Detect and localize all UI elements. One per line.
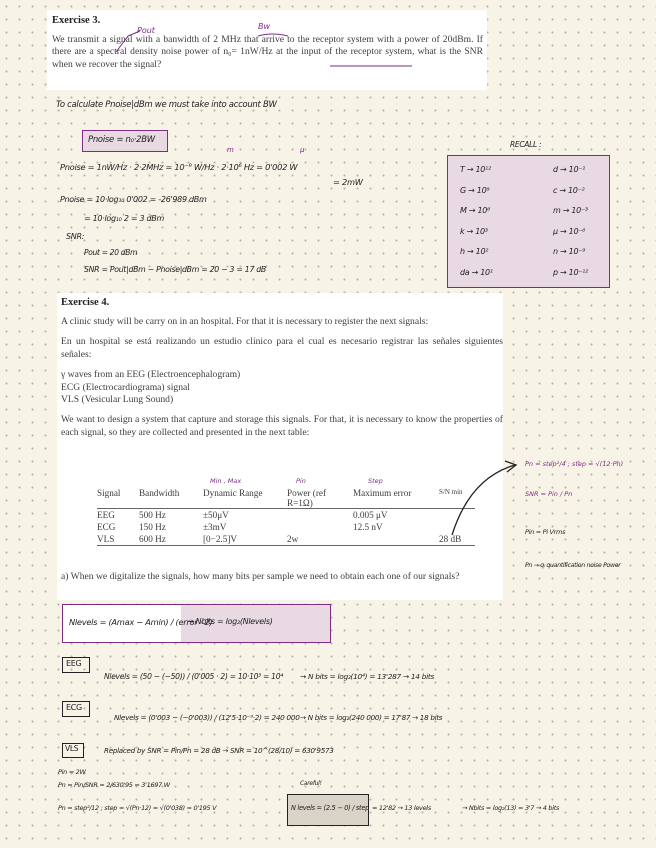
annot-pout: Pout (137, 26, 155, 35)
snr-label: SNR: (66, 232, 85, 241)
table-cell: 12.5 nV (353, 522, 383, 532)
eeg-bits: → N bits = log₂(10⁴) = 13'287 → 14 bits (300, 672, 435, 681)
vls-careful: Careful! (300, 780, 322, 787)
side-formula-snr: SNR = Pin / Pn (525, 490, 573, 498)
annot-mu: μ (300, 146, 305, 154)
pout-value: Pout = 20 dBm (84, 248, 138, 257)
vls-equation: Replaced by SNR = Pin/Pn = 28 dB → SNR = 10^(28/10) = 630'9573 (104, 746, 334, 755)
annot-minmax: Min , Max (210, 477, 242, 485)
eeg-tag-label: EEG (66, 659, 82, 668)
ecg-tag (62, 701, 90, 717)
recall-left-item: h → 10² (460, 247, 489, 256)
eeg-tag (62, 657, 90, 673)
vls-bits: → Nbits = log₂(13) = 3'7 → 4 bits (462, 804, 560, 812)
question-a: a) When we digitalize the signals, how many bits per sample we need to obtain each one of our signals? (61, 571, 460, 582)
table-cell: VLS (97, 534, 115, 544)
table-cell: ±3mV (203, 522, 227, 532)
pnoise-eq-1: Pnoise = 1nW/Hz · 2·2MHz = 10⁻⁹ W/Hz · 2·10⁶ Hz = 0'002 W (60, 162, 298, 172)
vls-tag-label: VLS (65, 744, 79, 753)
recall-right-item: p → 10⁻¹² (553, 267, 588, 277)
signal-list-item: VLS (Vesicular Lung Sound) (61, 394, 174, 406)
table-cell: ±50μV (203, 510, 229, 520)
col-header: S/N min (439, 488, 463, 496)
table-cell: 600 Hz (139, 534, 166, 544)
vls-levels-box (287, 794, 369, 826)
annot-m: m (227, 146, 234, 154)
col-header: Bandwidth (139, 488, 180, 498)
side-formula-pn: Pn = step²/4 ; step = √(12·Pn) (525, 460, 624, 468)
nlevels-formula: Nlevels = (Amax − Amin) / (error · 2) (69, 617, 213, 627)
vls-tag (62, 743, 84, 758)
pnoise-formula: Pnoise = n₀·2BW (88, 135, 155, 145)
table-cell: [0−2.5]V (203, 534, 238, 544)
vls-levels-formula: N levels = (2.5 − 0) / step (291, 804, 369, 812)
recall-left-item: T → 10¹² (460, 165, 491, 174)
snr-equation: SNR = Pout|dBm − Pnoise|dBm = 20 − 3 = 17 dB (84, 265, 266, 274)
ecg-equation: Nlevels = (0'003 − (−0'003)) / (12'5·10⁻⁹·2) = 240 000 (114, 713, 300, 722)
table-cell: ECG (97, 522, 116, 532)
recall-left-item: M → 10⁶ (460, 206, 490, 215)
signal-list-item: γ waves from an EEG (Electroencephalogram) (61, 369, 241, 381)
exercise-4-p1: A clinic study will be carry on in an hospital. For that it is necessary to register the next signals: (61, 316, 429, 327)
exercise-3-text: We transmit a signal with a banwidth of 2 MHz that arrive to the receptor system with a power of 20dBm. If there are a spectral density noise power of n₀= 1nW/Hz at the input of the receptor system, what is the SNR when we recover the signal? (52, 34, 483, 70)
recall-right-item: n → 10⁻⁹ (553, 247, 586, 256)
eeg-equation: Nlevels = (50 − (−50)) / (0'005 · 2) = 10·10³ = 10⁴ (104, 672, 283, 681)
signal-list-item: ECG (Electrocardiograma) signal (61, 381, 190, 393)
nlevels-formula-box (62, 604, 331, 643)
recall-right-item: μ → 10⁻⁶ (553, 226, 586, 236)
col-header: Power (ref R=1Ω) (287, 488, 327, 508)
exercise-4-p3: We want to design a system that capture and storage this signals. For that, it is necessary to know the properties of each signal, so they are collected and presented in the next table: (61, 414, 503, 438)
recall-left-item: k → 10³ (460, 226, 488, 236)
exercise-4-p2: En un hospital se está realizando un estudio clínico para el cual es necesario registrar las señales siguientes señales: (61, 336, 503, 360)
table-cell: 28 dB (439, 534, 462, 544)
vls-step: Pn = step²/12 ; step = √(Pn·12) = √(0'038) = 0'195 V (58, 804, 217, 812)
recall-title: RECALL : (510, 140, 542, 149)
recall-left-item: G → 10⁹ (460, 185, 490, 195)
recall-left-item: da → 10¹ (460, 267, 493, 277)
pnoise-eq-3: = 10·log₁₀ 2 = 3 dBm (84, 214, 164, 223)
table-cell: 2w (287, 534, 299, 544)
table-cell: 150 Hz (139, 522, 166, 532)
side-formula-pin: Pin = Pi Vrms (525, 528, 566, 536)
annot-bw: Bw (258, 22, 271, 31)
col-header: Signal (97, 488, 121, 498)
side-formula-pn-desc: Pn → qᵢ quantification noise Power (525, 562, 621, 569)
exercise-4-title: Exercise 4. (61, 297, 110, 308)
ecg-bits: → N bits = log₂(240 000) = 17'87 → 18 bits (300, 713, 443, 722)
pnoise-eq-2: Pnoise = 10·log₁₀ 0'002 = -26'989 dBm (60, 195, 207, 204)
pnoise-eq-1b: = 2mW (333, 177, 363, 187)
col-header: Maximum error (353, 488, 412, 498)
recall-right-item: d → 10⁻¹ (553, 165, 586, 174)
annot-step: Step (368, 477, 383, 485)
ecg-tag-label: ECG (66, 703, 82, 712)
note-line-1: To calculate Pnoise|dBm we must take into account BW (56, 100, 277, 110)
col-header: Dynamic Range (203, 488, 263, 498)
vls-pin: Pin = 2W (58, 768, 86, 776)
vls-levels-result: = 12'82 → 13 levels (372, 804, 431, 812)
vls-pn: Pn = Pin/SNR = 2/630'95 = 3'1697 W (58, 781, 170, 789)
table-cell: 500 Hz (139, 510, 166, 520)
recall-right-item: m → 10⁻³ (553, 206, 588, 215)
table-cell: EEG (97, 510, 115, 520)
annot-pin: Pin (296, 477, 306, 485)
recall-right-item: c → 10⁻² (553, 185, 585, 195)
table-cell: 0.005 μV (353, 510, 388, 520)
exercise-3-title: Exercise 3. (52, 15, 101, 26)
nbits-formula: → Nbits = log₂(Nlevels) (187, 617, 273, 626)
